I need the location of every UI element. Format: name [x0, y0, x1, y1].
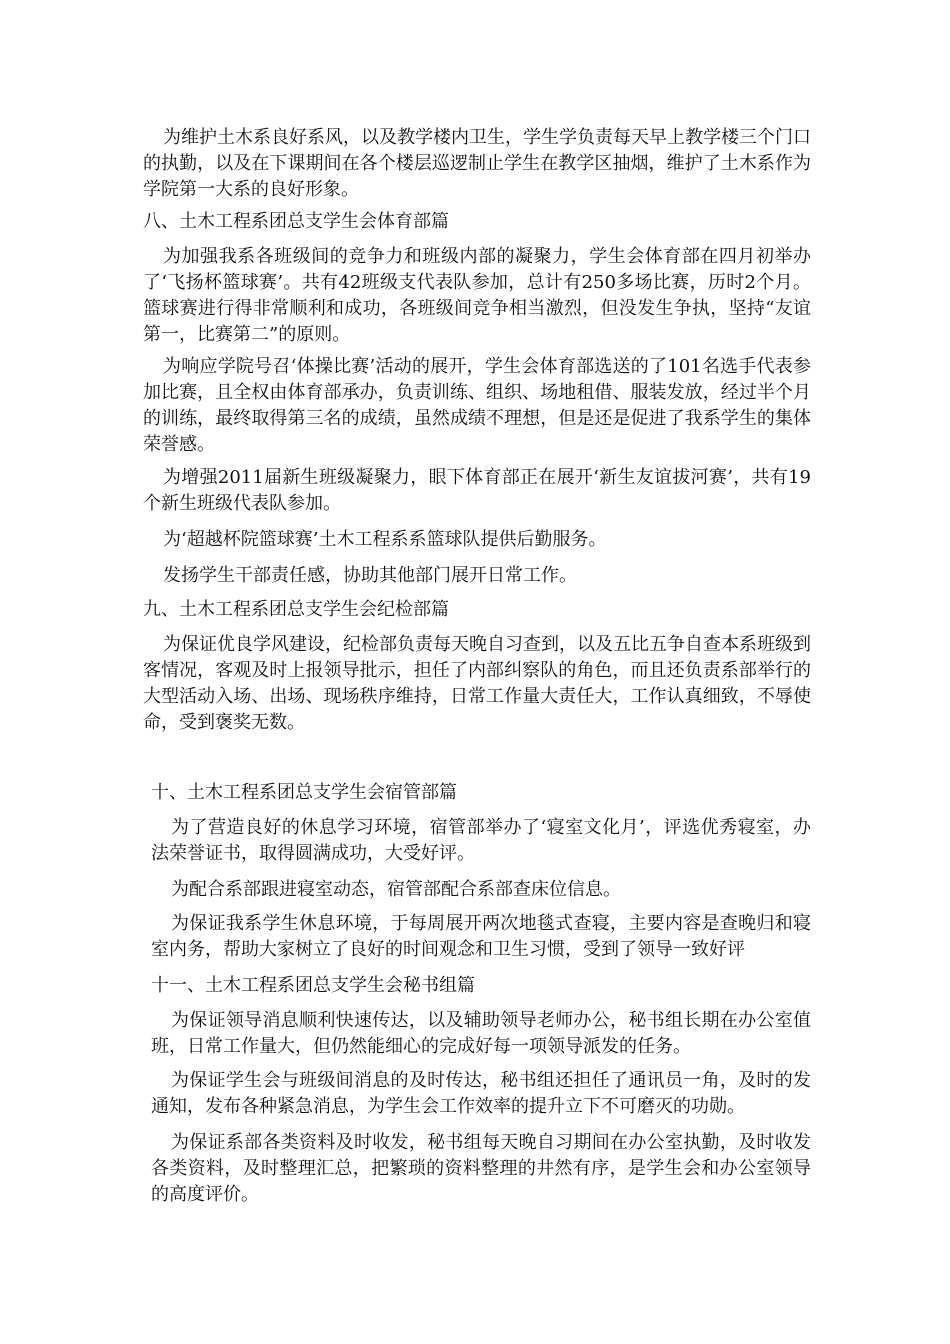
section-heading-9: 九、土木工程系团总支学生会纪检部篇	[143, 599, 449, 620]
paragraph-9-1: 为保证优良学风建设，纪检部负责每天晚自习查到，以及五比五争自查本系班级到客情况，客观及时上报领导批示，担任了内部纠察队的角色，而且还负责系部举行的大型活动入场、出场、现场秩序维持，日常工作量大责任大，工作认真细致，不辱使命，受到褒奖无数。	[143, 634, 811, 733]
section-heading-10: 十、土木工程系团总支学生会宿管部篇	[151, 782, 457, 803]
paragraph-8-3: 为增强2011届新生班级凝聚力，眼下体育部正在展开‘新生友谊拔河赛’，共有19个新生班级代表队参加。	[143, 467, 811, 514]
paragraph-8-1: 为加强我系各班级间的竞争力和班级内部的凝聚力，学生会体育部在四月初举办了‘飞扬杯篮球赛’。共有42班级支代表队参加，总计有250多场比赛，历时2个月。篮球赛进行得非常顺利和成功，各班级间竞争相当激烈，但没发生争执，坚持“友谊第一，比赛第二”的原则。	[143, 246, 811, 345]
section-heading-8: 八、土木工程系团总支学生会体育部篇	[143, 211, 449, 232]
paragraph-10-2: 为配合系部跟进寝室动态，宿管部配合系部查床位信息。	[171, 879, 621, 900]
paragraph-11-3: 为保证系部各类资料及时收发，秘书组每天晚自习期间在办公室执勤，及时收发各类资料，及时整理汇总，把繁琐的资料整理的井然有序，是学生会和办公室领导的高度评价。	[151, 1132, 811, 1205]
paragraph-11-1: 为保证领导消息顺利快速传达，以及辅助领导老师办公，秘书组长期在办公室值班，日常工作量大，但仍然能细心的完成好每一项领导派发的任务。	[151, 1010, 811, 1057]
paragraph-10-3: 为保证我系学生休息环境，于每周展开两次地毯式查寝，主要内容是查晚归和寝室内务，帮助大家树立了良好的时间观念和卫生习惯，受到了领导一致好评	[151, 913, 811, 960]
paragraph-11-2: 为保证学生会与班级间消息的及时传达，秘书组还担任了通讯员一角，及时的发通知，发布各种紧急消息，为学生会工作效率的提升立下不可磨灭的功勋。	[151, 1070, 811, 1117]
paragraph-intro: 为维护土木系良好系风，以及教学楼内卫生，学生学负责每天早上教学楼三个门口的执勤，以及在下课期间在各个楼层巡逻制止学生在教学区抽烟，维护了土木系作为学院第一大系的良好形象。	[143, 127, 811, 200]
paragraph-8-4: 为‘超越杯院篮球赛’土木工程系系篮球队提供后勤服务。	[163, 529, 607, 550]
section-heading-11: 十一、土木工程系团总支学生会秘书组篇	[151, 975, 475, 996]
paragraph-8-5: 发扬学生干部责任感，协助其他部门展开日常工作。	[163, 565, 577, 586]
paragraph-10-1: 为了营造良好的休息学习环境，宿管部举办了‘寝室文化月’，评选优秀寝室，办法荣誉证书，取得圆满成功，大受好评。	[151, 817, 811, 864]
paragraph-8-2: 为响应学院号召‘体操比赛’活动的展开，学生会体育部选送的了101名选手代表参加比赛，且全权由体育部承办，负责训练、组织、场地租借、服装发放，经过半个月的训练，最终取得第三名的成绩，虽然成绩不理想，但是还是促进了我系学生的集体荣誉感。	[143, 356, 811, 455]
